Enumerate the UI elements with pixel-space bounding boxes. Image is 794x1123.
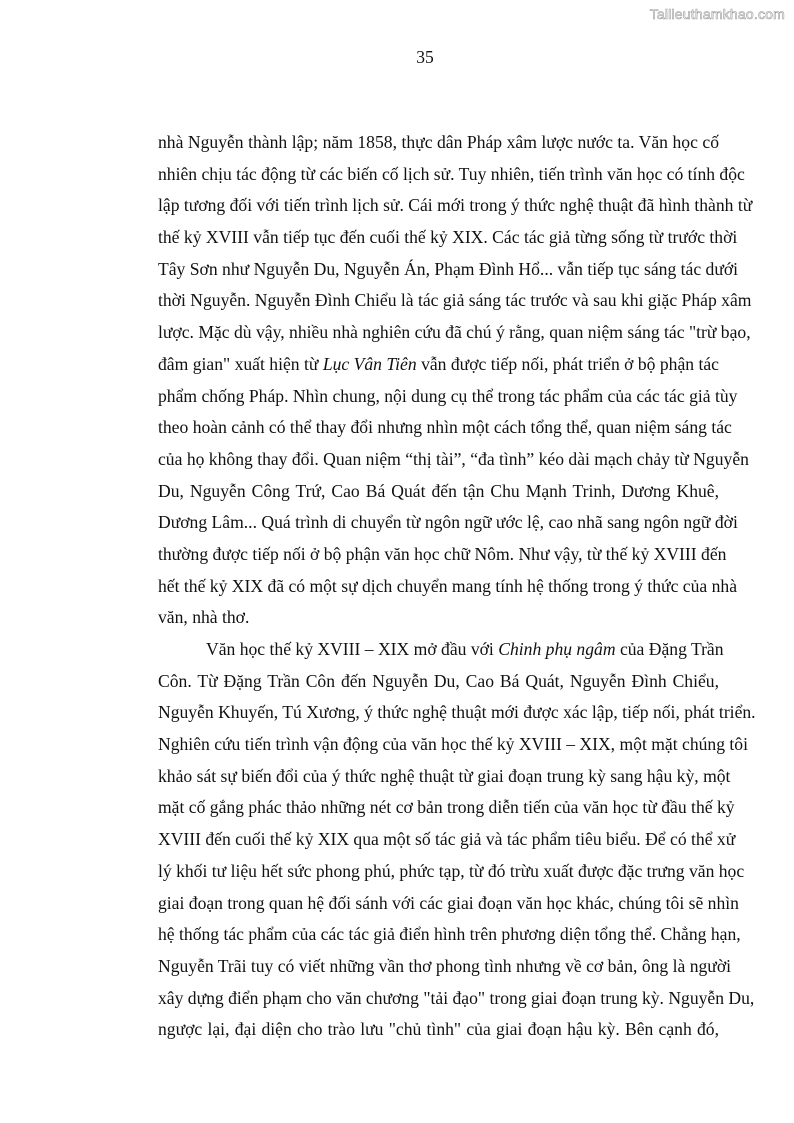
text-run: Văn học thế kỷ XVIII – XIX mở đầu với	[206, 639, 499, 659]
text-line: của họ không thay đổi. Quan niệm “thị tài”, “đa tình” kéo dài mạch chảy từ Nguyễn	[158, 448, 749, 469]
text-line: nhà Nguyễn thành lập; năm 1858, thực dân Pháp xâm lược nước ta. Văn học cố	[158, 132, 719, 152]
text-run: đâm gian" xuất hiện từ	[158, 353, 323, 374]
text-line: lập tương đối với tiến trình lịch sử. Cái mới trong ý thức nghệ thuật đã hình thành từ	[158, 195, 753, 216]
text-line: Nguyễn Khuyến, Tú Xương, ý thức nghệ thuật mới được xác lập, tiếp nối, phát triển.	[158, 702, 756, 723]
text-line: Nguyễn Trãi tuy có viết những vần thơ phong tình nhưng về cơ bản, ông là người	[158, 955, 732, 976]
text-line: khảo sát sự biến đổi của ý thức nghệ thuật từ giai đoạn trung kỳ sang hậu kỳ, một	[158, 765, 731, 786]
text-line: giai đoạn trong quan hệ đối sánh với các giai đoạn văn học khác, chúng tôi sẽ nhìn	[158, 892, 739, 913]
text-line: Dương Lâm... Quá trình di chuyển từ ngôn ngữ ước lệ, cao nhã sang ngôn ngữ đời	[158, 512, 738, 533]
text-line: văn, nhà thơ.	[158, 607, 250, 628]
text-line: thường được tiếp nối ở bộ phận văn học chữ Nôm. Như vậy, từ thế kỷ XVIII đến	[158, 543, 727, 564]
text-run: vẫn được tiếp nối, phát triển ở bộ phận tác	[416, 353, 719, 374]
text-line: lý khối tư liệu hết sức phong phú, phức tạp, từ đó trừu xuất được đặc trưng văn học	[158, 860, 745, 881]
text-line: Du, Nguyễn Công Trứ, Cao Bá Quát đến tận Chu Mạnh Trinh, Dương Khuê,	[158, 480, 719, 501]
watermark: Tailieuthamkhao.com	[649, 6, 785, 22]
text-line: Nghiên cứu tiến trình vận động của văn học thế kỷ XVIII – XIX, một mặt chúng tôi	[158, 734, 748, 755]
text-line: xây dựng điển phạm cho văn chương "tải đạo" trong giai đoạn trung kỳ. Nguyễn Du,	[158, 987, 755, 1008]
text-line: hết thế kỷ XIX đã có một sự dịch chuyển mang tính hệ thống trong ý thức của nhà	[158, 575, 738, 596]
italic-title: Chinh phụ ngâm	[498, 639, 616, 659]
text-run: của Đặng Trần	[615, 639, 724, 659]
text-line: phẩm chống Pháp. Nhìn chung, nội dung cụ thể trong tác phẩm của các tác giả tùy	[158, 385, 738, 406]
text-line	[158, 349, 719, 381]
paragraph	[158, 127, 753, 634]
text-line: Tây Sơn như Nguyễn Du, Nguyễn Án, Phạm Đình Hổ... vẫn tiếp tục sáng tác dưới	[158, 258, 739, 279]
page-number: 35	[416, 47, 434, 67]
document-body	[158, 127, 756, 1046]
text-line: thời Nguyễn. Nguyễn Đình Chiểu là tác giả sáng tác trước và sau khi giặc Pháp xâm	[158, 290, 752, 311]
text-line: Côn. Từ Đặng Trần Côn đến Nguyễn Du, Cao Bá Quát, Nguyễn Đình Chiểu,	[158, 670, 719, 691]
text-line: XVIII đến cuối thế kỷ XIX qua một số tác giả và tác phẩm tiêu biểu. Để có thể xử	[158, 829, 736, 850]
text-line: theo hoàn cảnh có thể thay đổi nhưng nhìn một cách tổng thể, quan niệm sáng tác	[158, 417, 732, 438]
text-line	[158, 634, 724, 666]
text-line: lược. Mặc dù vậy, nhiều nhà nghiên cứu đã chú ý rằng, quan niệm sáng tác "trừ bạo,	[158, 322, 751, 343]
paragraph	[158, 634, 756, 1046]
text-line: mặt cố gắng phác thảo những nét cơ bản trong diễn tiến của văn học từ đầu thế kỷ	[158, 797, 735, 818]
italic-title: Lục Vân Tiên	[322, 353, 417, 374]
text-line: ngược lại, đại diện cho trào lưu "chủ tình" của giai đoạn hậu kỳ. Bên cạnh đó,	[158, 1019, 719, 1040]
text-line: thế kỷ XVIII vẫn tiếp tục đến cuối thế kỷ XIX. Các tác giả từng sống từ trước thời	[158, 227, 738, 248]
text-line: nhiên chịu tác động từ các biến cố lịch sử. Tuy nhiên, tiến trình văn học có tính độc	[158, 163, 745, 184]
text-line: hệ thống tác phẩm của các tác giả điển hình trên phương diện tổng thể. Chẳng hạn,	[158, 924, 741, 945]
